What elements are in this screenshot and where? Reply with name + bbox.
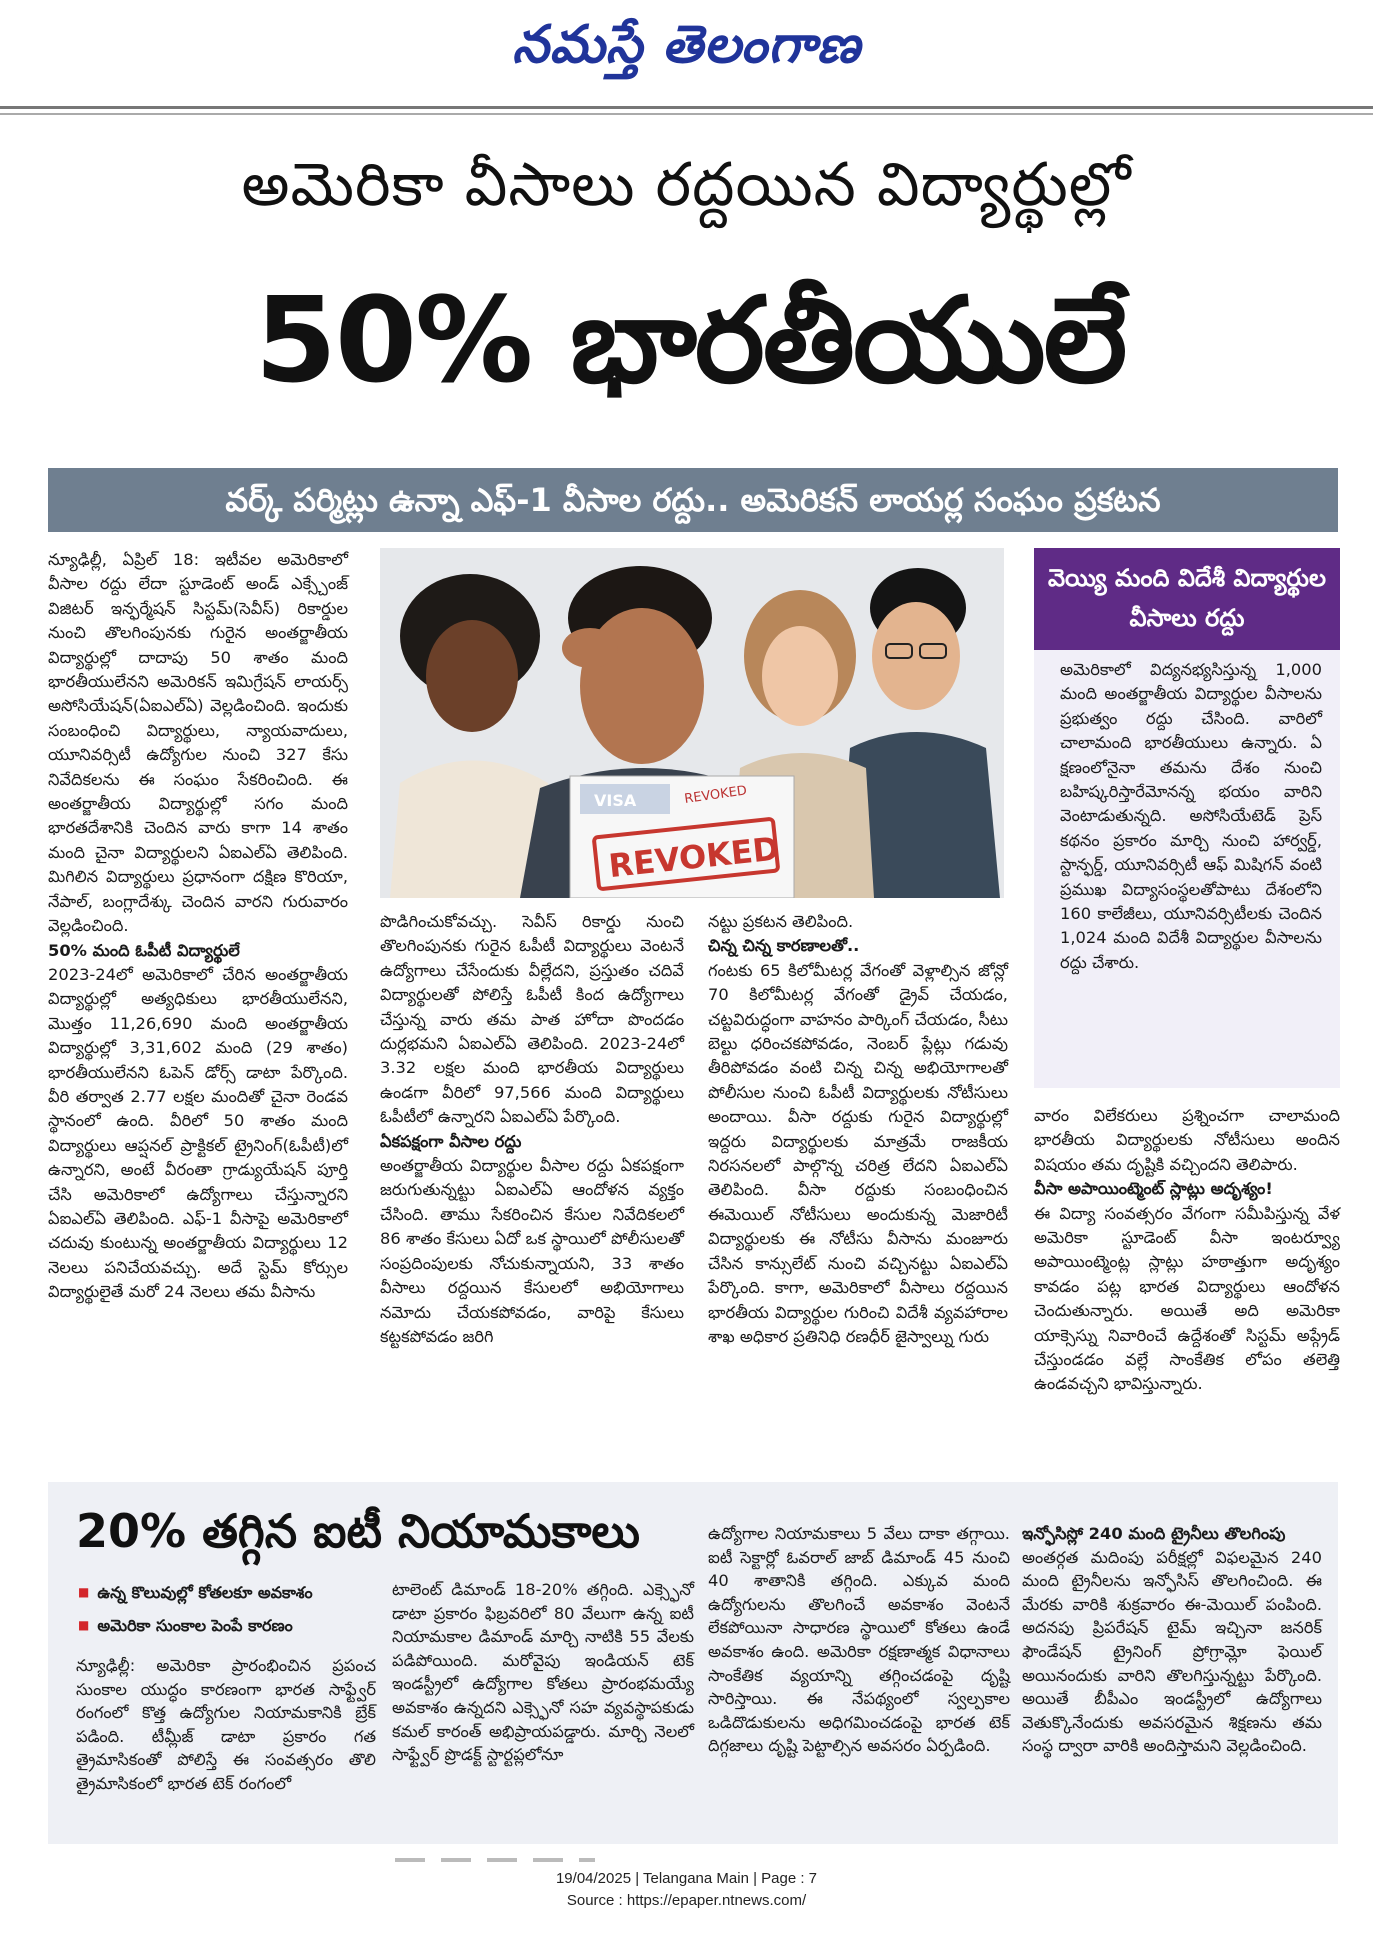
article-column-1: [48, 548, 348, 1305]
footer: [0, 1868, 1373, 1912]
bullet-list: [78, 1576, 368, 1642]
stamp-small: REVOKED: [683, 783, 748, 807]
bottom-column-4: [1022, 1522, 1322, 1758]
paragraph: న్యూఢిల్లీ, ఏప్రిల్ 18: ఇటీవల అమెరికాలో వీసాల రద్దు లేదా స్టూడెంట్ అండ్ ఎక్స్చేంజ్ విజిటర్ ఇన్ఫర్మేషన్ సిస్టమ్(సెవీస్) రికార్డుల నుంచి తొలగింపునకు గురైన అంతర్జాతీయ విద్యార్థుల్లో దాదాపు 50 శాతం మంది భారతీయులేనని అమెరికన్ ఇమిగ్రేషన్ లాయర్స్ అసోసియేషన్(ఏఐఎల్ఏ) వెల్లడించింది. ఇందుకు సంబంధించి విద్యార్థులు, న్యాయవాదులు, యూనివర్సిటీ ఉద్యోగుల నుంచి 327 కేసు నివేదికలను ఈ సంఘం సేకరించింది. ఈ అంతర్జాతీయ విద్యార్థుల్లో సగం మంది భారతదేశానికి చెందిన వారు కాగా 14 శాతం మంది చైనా విద్యార్థులని ఏఐఎల్ఏ తెలిపింది. మిగిలిన విద్యార్థులు ప్రధానంగా దక్షిణ కొరియా, నేపాల్, బంగ్లాదేశ్కు చెందిన వారని గురువారం వెల్లడించింది.: [48, 550, 348, 936]
subheading: ఇన్ఫోసిస్లో 240 మంది ట్రైనీలు తొలగింపు: [1022, 1524, 1286, 1543]
bullet-item: ■ అమెరికా సుంకాల పెంపే కారణం: [78, 1609, 368, 1642]
article-column-2: [380, 910, 684, 1349]
footer-date-line: 19/04/2025 | Telangana Main | Page : 7: [555, 1870, 818, 1887]
masthead-rule: [0, 106, 1373, 109]
subheading: ఏకపక్షంగా వీసాల రద్దు: [380, 1131, 522, 1151]
paragraph: అంతర్గత మదింపు పరీక్షల్లో విఫలమైన 240 మంది ట్రైనీలను ఇన్ఫోసిస్ తొలగించింది. ఈ మేరకు వారికి శుక్రవారం ఈ-మెయిల్ పంపింది. అదనపు ప్రిపరేషన్ టైమ్ ఇచ్చినా జనరిక్ ఫౌండేషన్ ట్రైనింగ్ ప్రోగ్రామ్లో ఫెయిల్ అయినందుకు వారిని తొలగిస్తున్నట్టు పేర్కొంది. అయితే బీపీఎం ఇండస్ట్రీలో ఉద్యోగాలు వెతుక్కొనేందుకు అవసరమైన శిక్షణను తమ సంస్థ ద్వారా వారికి అందిస్తామని వెల్లడించింది.: [1022, 1547, 1322, 1756]
revoked-stamp: REVOKED: [606, 829, 782, 886]
bottom-column-3: ఉద్యోగాల నియామకాలు 5 వేలు దాకా తగ్గాయి. ఐటీ సెక్టార్లో ఓవరాల్ జాబ్ డిమాండ్ 45 నుంచి 40 శాతానికి తగ్గింది. ఎక్కువ మంది ఉద్యోగులను తొలగించే అవకాశం వెంటనే లేకపోయినా సాధారణ స్థాయిలో కోతలు ఉండే అవకాశం ఉంది. అమెరికా రక్షణాత్మక విధానాలు సాంకేతిక వ్యయాన్ని తగ్గించడంపై దృష్టి సారిస్తాయి. ఈ నేపథ్యంలో స్వల్పకాల ఒడిదొడుకులను అధిగమించడంపై భారత టెక్ దిగ్గజాలు దృష్టి పెట్టాల్సిన అవసరం ఏర్పడింది.: [708, 1524, 1010, 1756]
visa-label: VISA: [594, 791, 637, 810]
paragraph: గంటకు 65 కిలోమీటర్ల వేగంతో వెళ్లాల్సిన జోన్లో 70 కిలోమీటర్ల వేగంతో డ్రైవ్ చేయడం, చట్టవిరుద్ధంగా వాహనం పార్కింగ్ చేయడం, సీటు బెల్టు ధరించకపోవడం, నెంబర్ ప్లేట్లు గడువు తీరిపోవడం వంటి చిన్న చిన్న అభియోగాలతో పోలీసుల నుంచి ఓపీటీ విద్యార్థులకు నోటీసులు అందాయి. వీసా రద్దుకు గురైన విద్యార్థుల్లో ఇద్దరు విద్యార్థులకు మాత్రమే రాజకీయ నిరసనలలో పాల్గొన్న చరిత్ర లేదని ఏఐఎల్ఏ తెలిపింది. వీసా రద్దుకు సంబంధించిన ఈమెయిల్ నోటీసులు అందుకున్న మెజారిటీ విద్యార్థులకు ఈ నోటీసు వీసాను మంజూరు చేసిన కాన్సులేట్ నుంచి వచ్చినట్టు ఏఐఎల్ఏ పేర్కొంది. కాగా, అమెరికాలో వీసాలు రద్దయిన భారతీయ విద్యార్థుల గురించి విదేశీ వ్యవహారాల శాఖ అధికార ప్రతినిధి రణధీర్ జైస్వాల్ను గురు: [708, 960, 1008, 1346]
article-column-4: [1034, 1104, 1340, 1397]
bottom-column-2: టాలెంట్ డిమాండ్ 18-20% తగ్గింది. ఎక్స్ఫెనో డాటా ప్రకారం ఫిబ్రవరిలో 80 వేలుగా ఉన్న ఐటీ నియామకాల డిమాండ్ మార్చి నాటికి 55 వేలకు పడిపోయింది. మరోవైపు ఇండియన్ టెక్ ఇండస్ట్రీలో ఉద్యోగాల కోతలు ప్రారంభమయ్యే అవకాశం ఉన్నదని ఎక్స్ఫెనో సహ వ్యవస్థాపకుడు కమల్ కారంత్ అభిప్రాయపడ్డారు. మార్చి నెలలో సాఫ్ట్వేర్ ప్రొడక్ట్ స్టార్టప్లలోనూ: [392, 1580, 694, 1765]
students-illustration: [380, 548, 1004, 898]
sidebar-story: [1034, 548, 1340, 1088]
bullet-item: ■ ఉన్న కొలువుల్లో కోతలకూ అవకాశం: [78, 1576, 368, 1609]
masthead-rule-thin: [0, 113, 1373, 115]
bottom-headline: 20% తగ్గిన ఐటీ నియామకాలు: [76, 1504, 640, 1558]
paragraph: 2023-24లో అమెరికాలో చేరిన అంతర్జాతీయ విద్యార్థుల్లో అత్యధికులు భారతీయులేనని, మొత్తం 11,26,690 మంది అంతర్జాతీయ విద్యార్థుల్లో 3,31,602 మంది (29 శాతం) భారతీయులేనని ఓపెన్ డోర్స్ డాటా పేర్కొంది. వీరి తర్వాత 2.77 లక్షల మందితో చైనా రెండవ స్థానంలో ఉంది. వీరిలో 50 శాతం మంది విద్యార్థులు ఆప్షనల్ ప్రాక్టికల్ ట్రైనింగ్(ఓపీటీ)లో ఉన్నారని, అంటే వీరంతా గ్రాడ్యుయేషన్ పూర్తి చేసి అమెరికాలో ఉద్యోగాలు చేస్తున్నారని ఏఐఎల్ఏ తెలిపింది. ఎఫ్-1 వీసాపై అమెరికాలో చదువు కుంటున్న అంతర్జాతీయ విద్యార్థులు 12 నెలలు పనిచేయవచ్చు. అదే స్టెమ్ కోర్సుల విద్యార్థులైతే మరో 24 నెలలు తమ వీసాను: [48, 964, 348, 1302]
subheading: వీసా అపాయింట్మెంట్ స్లాట్లు అదృశ్యం!: [1034, 1179, 1273, 1199]
sidebar-story-title: వెయ్యి మంది విదేశీ విద్యార్థుల వీసాలు రద్దు: [1034, 548, 1340, 650]
paragraph: వారం విలేకరులు ప్రశ్నించగా చాలామంది భారతీయ విద్యార్థులకు నోటీసులు అందిన విషయం తమ దృష్టికి వచ్చిందని తెలిపారు.: [1034, 1106, 1340, 1174]
paragraph: ఈ విద్యా సంవత్సరం వేగంగా సమీపిస్తున్న వేళ అమెరికా స్టూడెంట్ వీసా ఇంటర్వ్యూ అపాయింట్మెంట్ల స్లాట్లు హఠాత్తుగా అదృశ్యం కావడం పట్ల భారత విద్యార్థులు ఆందోళన చెందుతున్నారు. అయితే అది అమెరికా యాక్సెస్ను నివారించే ఉద్దేశంతో సిస్టమ్ అప్గ్రేడ్ చేస్తుండడం వల్లే సాంకేతిక లోపం తలెత్తి ఉండవచ్చని భావిస్తున్నారు.: [1034, 1203, 1340, 1394]
footer-source-link[interactable]: Source : https://epaper.ntnews.com/: [566, 1892, 807, 1909]
masthead: [0, 0, 1373, 118]
sidebar-story-body: అమెరికాలో విద్యనభ్యసిస్తున్న 1,000 మంది అంతర్జాతీయ విద్యార్థుల వీసాలను ప్రభుత్వం రద్దు చేసింది. వారిలో చాలామంది భారతీయులు ఉన్నారు. ఏ క్షణంలోనైనా తమను దేశం నుంచి బహిష్కరిస్తారేమోనన్న భయం వారిని వెంటాడుతున్నది. అసోసియేటెడ్ ప్రెస్ కథనం ప్రకారం మార్చి నుంచి హార్వర్డ్, స్టాన్ఫర్డ్, యూనివర్సిటీ ఆఫ్ మిషిగన్ వంటి ప్రముఖ విద్యాసంస్థలతోపాటు దేశంలోని 160 కాలేజీలు, యూనివర్సిటీలకు చెందిన 1,024 మంది విదేశీ విద్యార్థుల వీసాలను రద్దు చేశారు.: [1060, 660, 1322, 972]
paragraph: నట్టు ప్రకటన తెలిపింది.: [708, 912, 854, 931]
headline-line-1: అమెరికా వీసాలు రద్దయిన విద్యార్థుల్లో: [241, 150, 1132, 220]
headline-line-2: 50% భారతీయులే: [254, 271, 1126, 409]
cut-line: [395, 1858, 595, 1862]
news-photo: [380, 548, 1004, 898]
deck-banner: వర్క్ పర్మిట్లు ఉన్నా ఎఫ్-1 వీసాల రద్దు.. అమెరికన్ లాయర్ల సంఘం ప్రకటన: [48, 468, 1338, 532]
paragraph: పొడిగించుకోవచ్చు. సెవీస్ రికార్డు నుంచి తొలగింపునకు గురైన ఓపీటీ విద్యార్థులు వెంటనే ఉద్యోగాలు చేసేందుకు వీల్లేదని, ప్రస్తుతం చదివే విద్యార్థులతో పోలిస్తే ఓపీటీ కింద ఉద్యోగాలు చేస్తున్న వారు తమ పాత హోదా పొందడం దుర్లభమని ఏఐఎల్ఏ తెలిపింది. 2023-24లో 3.32 లక్షల మంది భారతీయ విద్యార్థులు ఉండగా వీరిలో 97,566 మంది విద్యార్థులు ఓపీటీలో ఉన్నారని ఏఐఎల్ఏ పేర్కొంది.: [380, 912, 684, 1127]
subheading: 50% మంది ఓపీటీ విద్యార్థులే: [48, 940, 240, 960]
subheading: చిన్న చిన్న కారణాలతో..: [708, 936, 860, 956]
paragraph: అంతర్జాతీయ విద్యార్థుల వీసాల రద్దు ఏకపక్షంగా జరుగుతున్నట్టు ఏఐఎల్ఏ ఆందోళన వ్యక్తం చేసింది. తాము సేకరించిన కేసుల నివేదికలలో 86 శాతం కేసులు ఏదో ఒక స్థాయిలో పోలీసులతో సంప్రదింపులకు నోచుకున్నాయని, 33 శాతం వీసాలు రద్దయిన కేసులలో అభియోగాలు నమోదు చేయకపోవడం, వారిపై కేసులు కట్టకపోవడం జరిగి: [380, 1156, 684, 1346]
bottom-story: [48, 1482, 1338, 1844]
article-column-3: [708, 910, 1008, 1349]
masthead-title: నమస్తే తెలంగాణ: [512, 14, 861, 75]
bottom-column-1: న్యూఢిల్లీ: అమెరికా ప్రారంభించిన ప్రపంచ సుంకాల యుద్ధం కారణంగా భారత సాఫ్ట్వేర్ రంగంలో కొత్త ఉద్యోగుల నియామకానికి బ్రేక్ పడింది. టీమ్లీజ్ డాటా ప్రకారం గత త్రైమాసికంతో పోలిస్తే ఈ సంవత్సరం తొలి త్రైమాసికంలో భారత టెక్ రంగంలో: [76, 1656, 376, 1793]
